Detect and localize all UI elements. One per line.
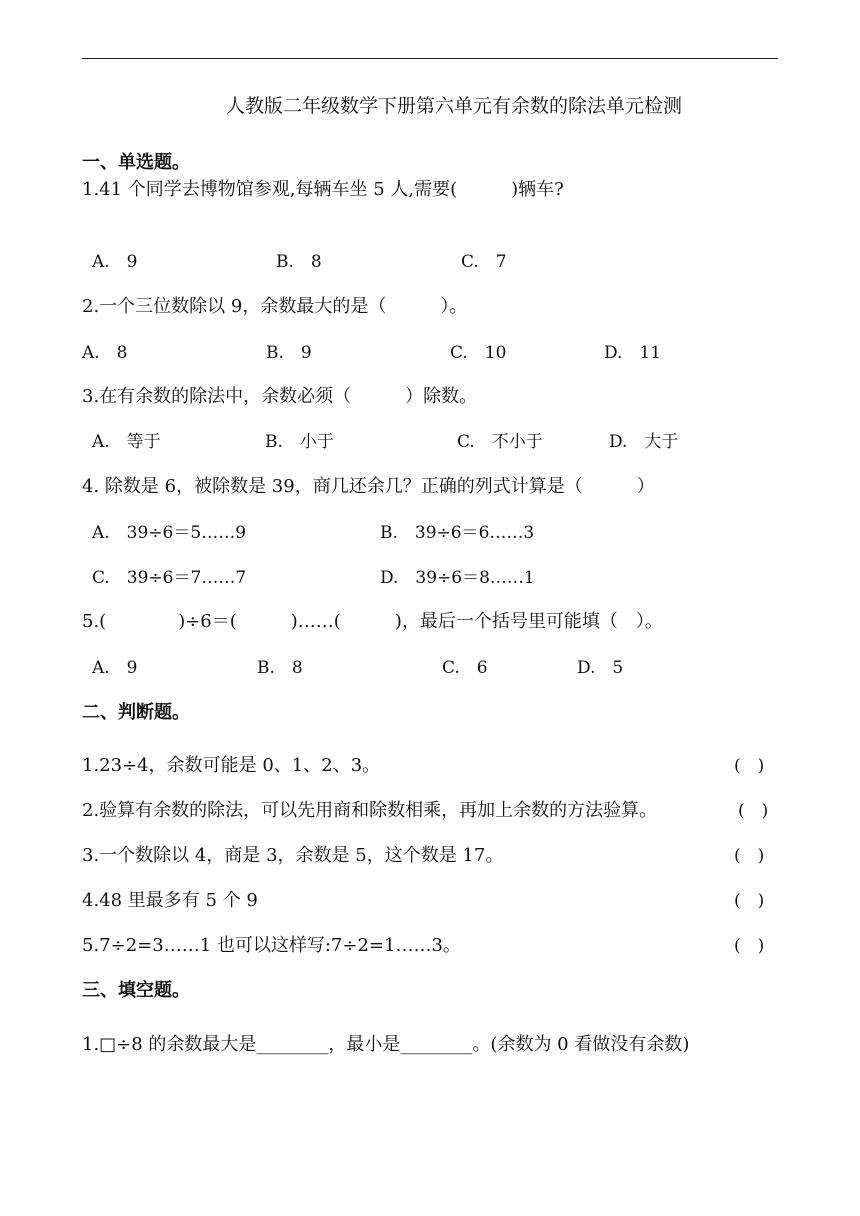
- option-2d: D. 11: [604, 343, 662, 363]
- option-2b: B. 9: [266, 343, 312, 363]
- option-3a: A. 等于: [92, 432, 161, 452]
- judge-3-answer: ( ): [734, 846, 765, 866]
- judge-2: 2.验算有余数的除法，可以先用商和除数相乘，再加上余数的方法验算。: [82, 800, 658, 821]
- option-4d: D. 39÷6＝8……1: [380, 568, 535, 588]
- option-2a: A. 8: [82, 343, 128, 363]
- question-3: 3.在有余数的除法中，余数必须（ ）除数。: [82, 386, 478, 407]
- question-4: 4. 除数是 6，被除数是 39，商几还余几？正确的列式计算是（ ）: [82, 476, 655, 497]
- option-3d: D. 大于: [609, 432, 679, 452]
- question-2: 2.一个三位数除以 9，余数最大的是（ ）。: [82, 296, 468, 317]
- judge-4: 4.48 里最多有 5 个 9: [82, 890, 258, 911]
- judge-2-answer: ( ): [738, 801, 769, 821]
- option-1c: C. 7: [461, 252, 507, 272]
- option-1a: A. 9: [92, 252, 138, 272]
- option-2c: C. 10: [450, 343, 507, 363]
- judge-5-answer: ( ): [734, 936, 765, 956]
- option-1b: B. 8: [276, 252, 322, 272]
- option-5d: D. 5: [577, 658, 624, 678]
- judge-3: 3.一个数除以 4，商是 3，余数是 5，这个数是 17。: [82, 845, 504, 866]
- section-heading-judge: 二、判断题。: [82, 702, 190, 723]
- option-4a: A. 39÷6＝5……9: [92, 523, 247, 543]
- header-rule: [82, 58, 778, 59]
- option-5b: B. 8: [257, 658, 303, 678]
- judge-1: 1.23÷4，余数可能是 0、1、2、3。: [82, 755, 381, 776]
- section-heading-choice: 一、单选题。: [82, 152, 190, 173]
- option-4b: B. 39÷6＝6……3: [380, 523, 535, 543]
- option-3b: B. 小于: [265, 432, 334, 452]
- section-heading-fill: 三、填空题。: [82, 980, 190, 1001]
- option-4c: C. 39÷6＝7……7: [92, 568, 247, 588]
- judge-1-answer: ( ): [734, 756, 765, 776]
- option-5a: A. 9: [92, 658, 138, 678]
- judge-5: 5.7÷2=3……1 也可以这样写:7÷2=1……3。: [82, 935, 461, 956]
- question-5: 5.( )÷6＝( )……( )，最后一个括号里可能填（ ）。: [82, 611, 663, 632]
- option-3c: C. 不小于: [457, 432, 543, 452]
- judge-4-answer: ( ): [734, 891, 765, 911]
- option-5c: C. 6: [442, 658, 488, 678]
- fill-1: 1.□÷8 的余数最大是________，最小是________。(余数为 0 看做没有余数): [82, 1034, 690, 1055]
- question-1: 1.41 个同学去博物馆参观,每辆车坐 5 人,需要( )辆车?: [82, 179, 564, 200]
- page-title: 人教版二年级数学下册第六单元有余数的除法单元检测: [226, 95, 683, 117]
